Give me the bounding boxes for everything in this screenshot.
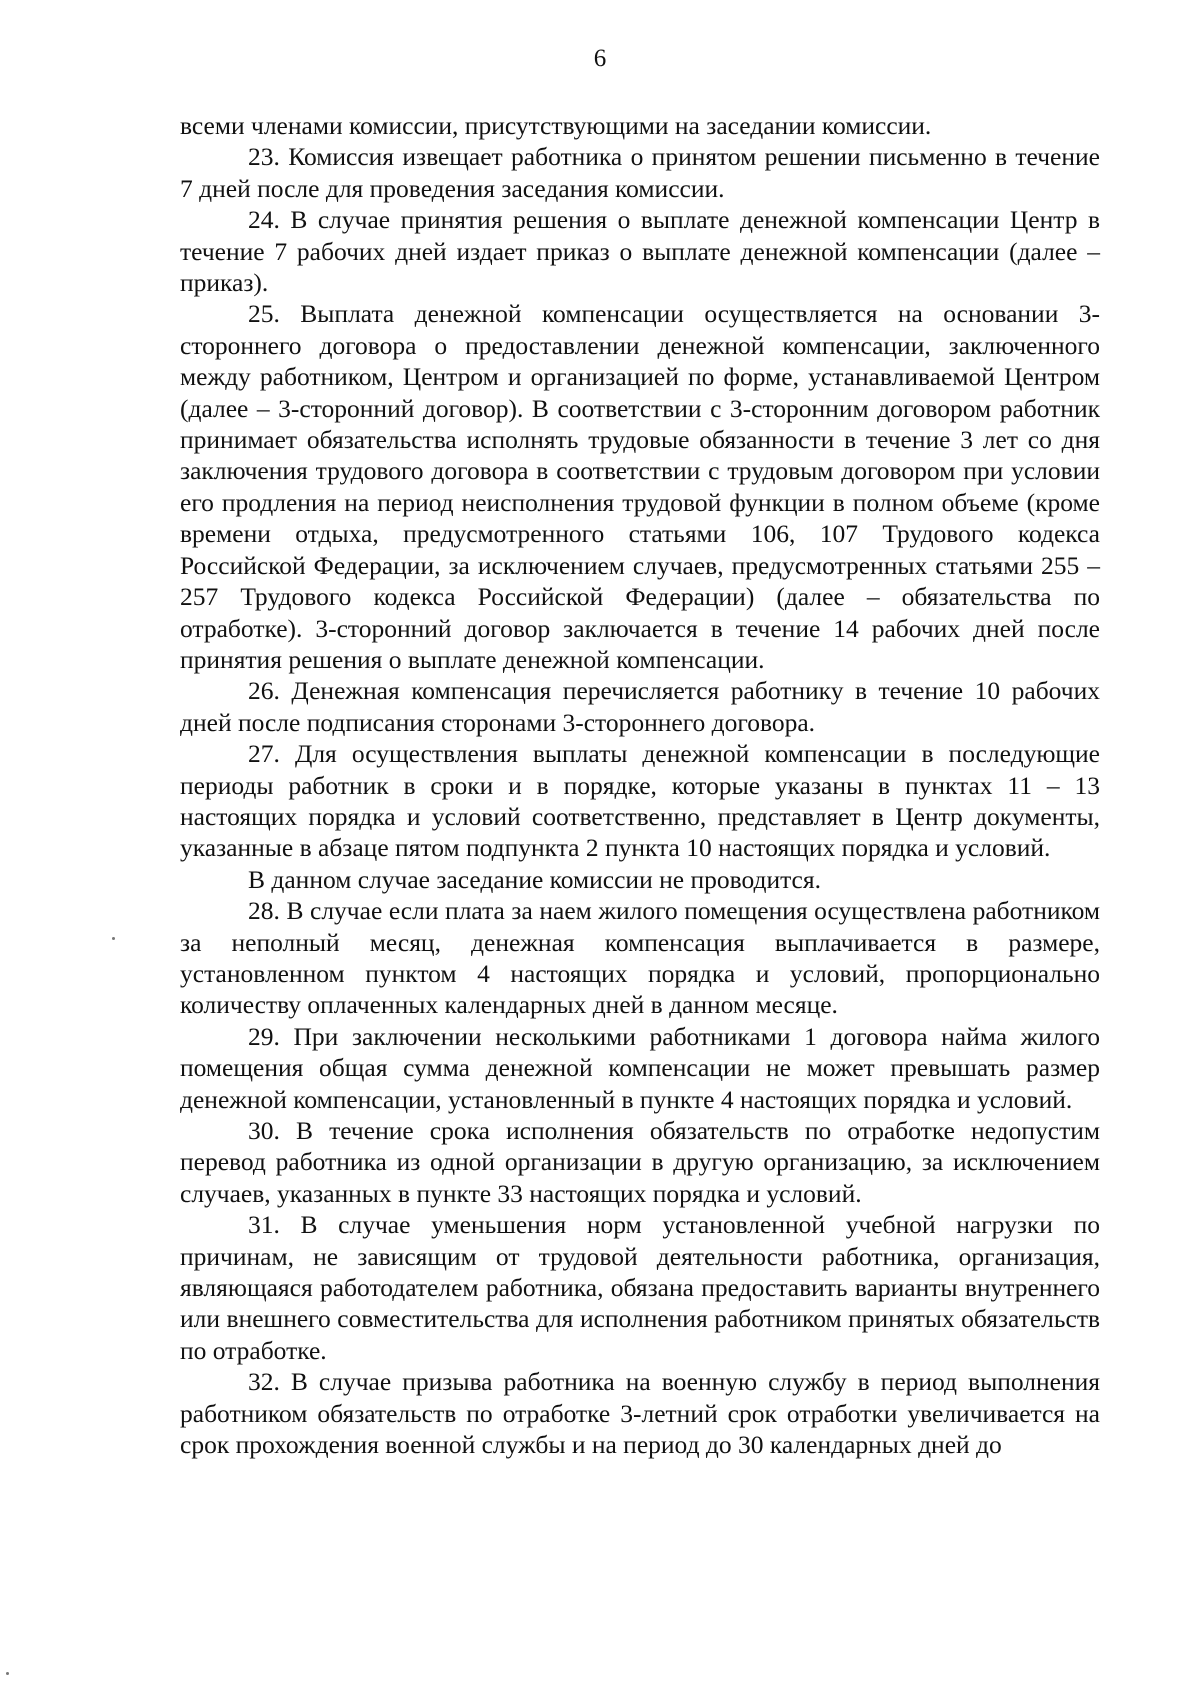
paragraph-25: 25. Выплата денежной компенсации осуществляется на основании 3-стороннего договора о предоставлении денежной компенсации, заключенного между работником, Центром и организацией по форме, устанавливаемой Центром (далее – 3-сторонний договор). В соответствии с 3-сторонним договором работник принимает обязательства исполнять трудовые обязанности в течение 3 лет со дня заключения трудового договора в соответствии с трудовым договором при условии его продления на период неисполнения трудовой функции в полном объеме (кроме времени отдыха, предусмотренного статьями 106, 107 Трудового кодекса Российской Федерации, за исключением случаев, предусмотренных статьями 255 – 257 Трудового кодекса Российской Федерации) (далее – обязательства по отработке). 3-сторонний договор заключается в течение 14 рабочих дней после принятия решения о выплате денежной компенсации. <box>180 299 1100 674</box>
scan-speck <box>6 1672 9 1675</box>
paragraph-27: 27. Для осуществления выплаты денежной компенсации в последующие периоды работник в сроки и в порядке, которые указаны в пунктах 11 – 13 настоящих порядка и условий соответственно, представляет в Центр документы, указанные в абзаце пятом подпункта 2 пункта 10 настоящих порядка и условий. <box>180 739 1100 863</box>
page-number: 6 <box>593 45 607 72</box>
paragraph-22-continuation: всеми членами комиссии, присутствующими на заседании комиссии. <box>180 111 932 140</box>
paragraph-24: 24. В случае принятия решения о выплате денежной компенсации Центр в течение 7 рабочих дней издает приказ о выплате денежной компенсации (далее – приказ). <box>180 205 1100 298</box>
document-body <box>180 110 1100 1460</box>
paragraph-27-note: В данном случае заседание комиссии не проводится. <box>248 864 821 894</box>
paragraph-31: 31. В случае уменьшения норм установленной учебной нагрузки по причинам, не зависящим от трудовой деятельности работника, организация, являющаяся работодателем работника, обязана предоставить варианты внутреннего или внешнего совместительства для исполнения работником принятых обязательств по отработке. <box>180 1210 1100 1365</box>
paragraph-30: 30. В течение срока исполнения обязательств по отработке недопустим перевод работника из одной организации в другую организацию, за исключением случаев, указанных в пункте 33 настоящих порядка и условий. <box>180 1116 1100 1208</box>
paragraph-29: 29. При заключении несколькими работниками 1 договора найма жилого помещения общая сумма денежной компенсации не может превышать размер денежной компенсации, установленный в пункте 4 настоящих порядка и условий. <box>180 1021 1100 1114</box>
scan-speck <box>112 937 115 940</box>
paragraph-26: 26. Денежная компенсация перечисляется работнику в течение 10 рабочих дней после подписания сторонами 3-стороннего договора. <box>180 676 1100 737</box>
paragraph-32: 32. В случае призыва работника на военную службу в период выполнения работником обязательств по отработке 3-летний срок отработки увеличивается на срок прохождения военной службы и на период до 30 календарных дней до <box>180 1367 1100 1460</box>
paragraph-23: 23. Комиссия извещает работника о принятом решении письменно в течение 7 дней после для проведения заседания комиссии. <box>180 142 1100 203</box>
paragraph-28: 28. В случае если плата за наем жилого помещения осуществлена работником за неполный месяц, денежная компенсация выплачивается в размере, установленном пунктом 4 настоящих порядка и условий, пропорционально количеству оплаченных календарных дней в данном месяце. <box>180 896 1100 1020</box>
